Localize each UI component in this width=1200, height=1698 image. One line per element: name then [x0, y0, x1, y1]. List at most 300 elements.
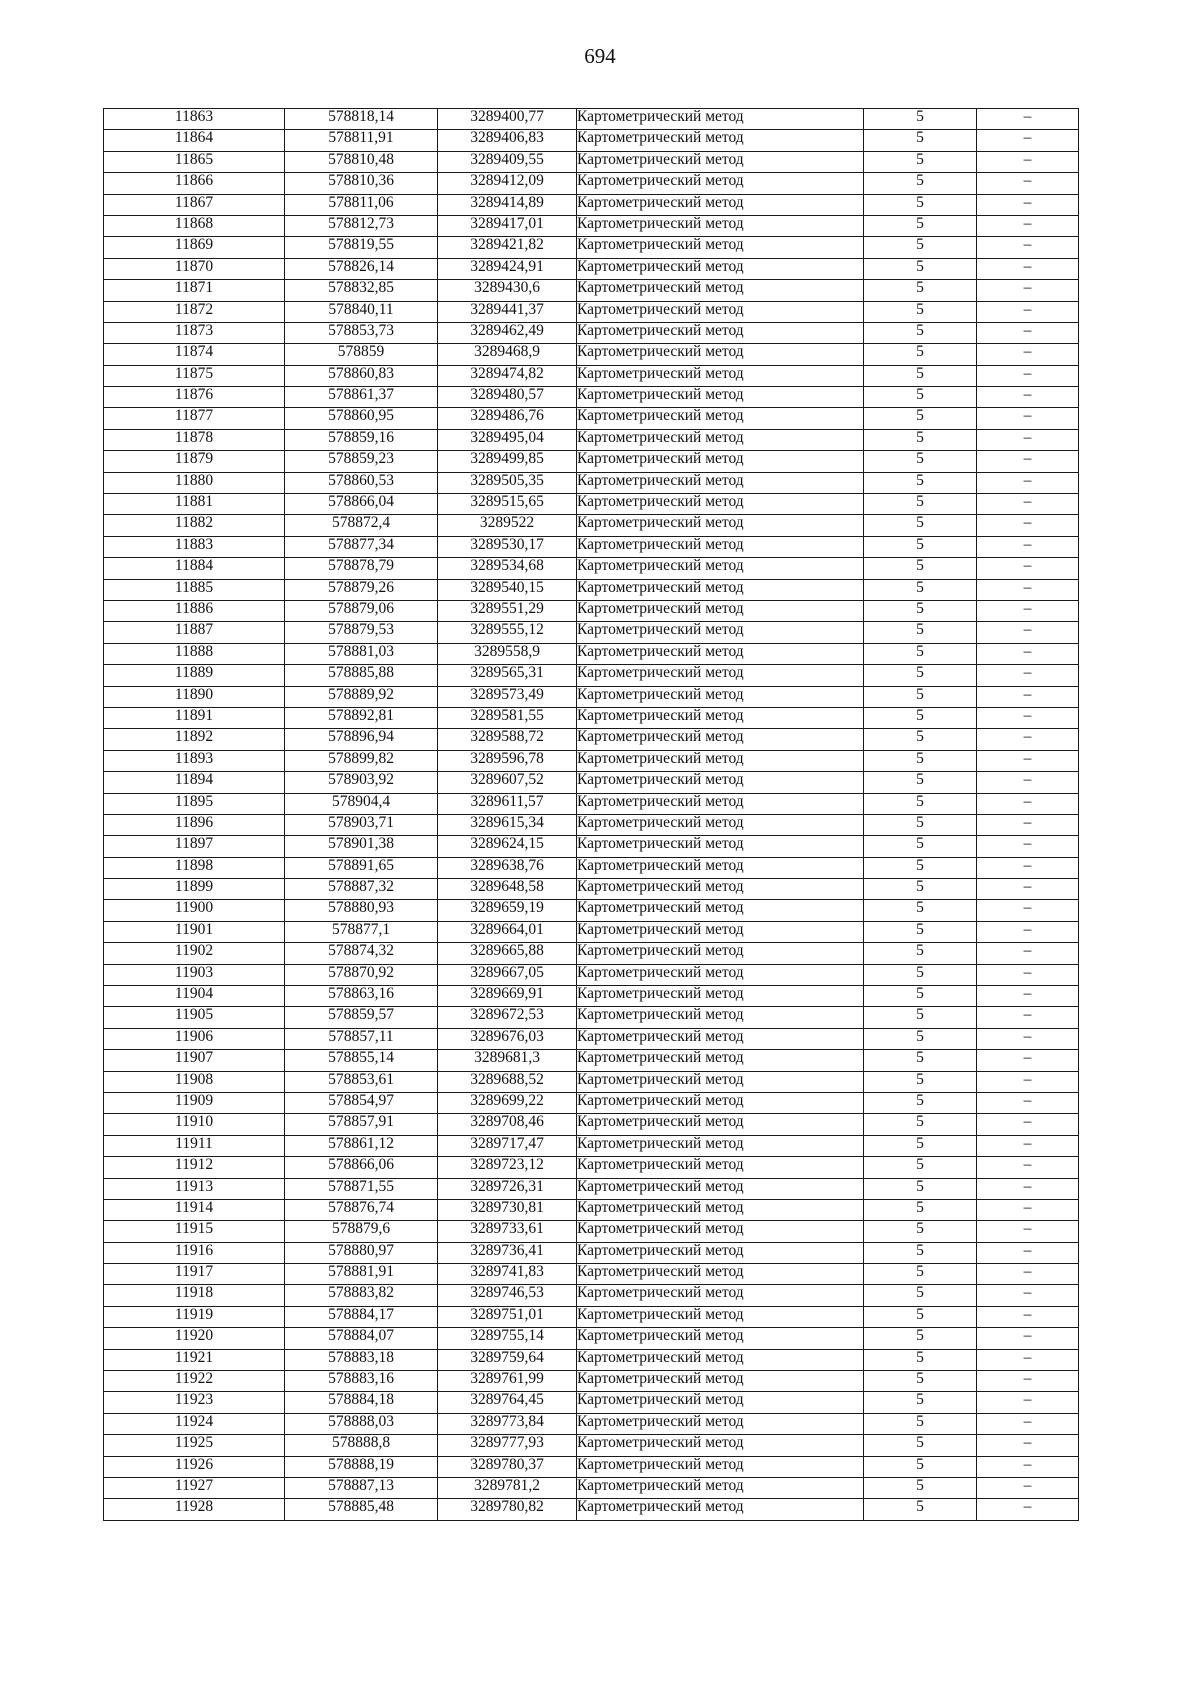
description-cell: –	[977, 943, 1079, 964]
description-cell: –	[977, 173, 1079, 194]
point-number-cell: 11877	[104, 408, 285, 429]
x-coordinate-cell: 578811,91	[285, 130, 438, 151]
accuracy-cell: 5	[864, 515, 977, 536]
method-cell: Картометрический метод	[577, 301, 864, 322]
x-coordinate-cell: 578855,14	[285, 1050, 438, 1071]
y-coordinate-cell: 3289534,68	[438, 558, 577, 579]
accuracy-cell: 5	[864, 1157, 977, 1178]
table-row	[104, 322, 1079, 343]
method-cell: Картометрический метод	[577, 258, 864, 279]
x-coordinate-cell: 578879,53	[285, 622, 438, 643]
accuracy-cell: 5	[864, 793, 977, 814]
y-coordinate-cell: 3289741,83	[438, 1264, 577, 1285]
description-cell: –	[977, 579, 1079, 600]
method-cell: Картометрический метод	[577, 451, 864, 472]
table-row	[104, 1242, 1079, 1263]
x-coordinate-cell: 578859	[285, 344, 438, 365]
description-cell: –	[977, 494, 1079, 515]
point-number-cell: 11902	[104, 943, 285, 964]
x-coordinate-cell: 578854,97	[285, 1092, 438, 1113]
description-cell: –	[977, 1306, 1079, 1327]
x-coordinate-cell: 578818,14	[285, 109, 438, 130]
table-row	[104, 173, 1079, 194]
description-cell: –	[977, 472, 1079, 493]
table-row	[104, 579, 1079, 600]
table-row	[104, 1264, 1079, 1285]
point-number-cell: 11896	[104, 814, 285, 835]
description-cell: –	[977, 215, 1079, 236]
description-cell: –	[977, 536, 1079, 557]
x-coordinate-cell: 578885,48	[285, 1499, 438, 1520]
method-cell: Картометрический метод	[577, 1071, 864, 1092]
accuracy-cell: 5	[864, 344, 977, 365]
x-coordinate-cell: 578840,11	[285, 301, 438, 322]
y-coordinate-cell: 3289723,12	[438, 1157, 577, 1178]
accuracy-cell: 5	[864, 237, 977, 258]
description-cell: –	[977, 344, 1079, 365]
table-row	[104, 280, 1079, 301]
description-cell: –	[977, 1478, 1079, 1499]
table-row	[104, 729, 1079, 750]
y-coordinate-cell: 3289717,47	[438, 1135, 577, 1156]
description-cell: –	[977, 729, 1079, 750]
point-number-cell: 11904	[104, 986, 285, 1007]
table-row	[104, 109, 1079, 130]
method-cell: Картометрический метод	[577, 600, 864, 621]
table-row	[104, 1135, 1079, 1156]
point-number-cell: 11873	[104, 322, 285, 343]
table-row	[104, 857, 1079, 878]
accuracy-cell: 5	[864, 1135, 977, 1156]
method-cell: Картометрический метод	[577, 536, 864, 557]
x-coordinate-cell: 578810,48	[285, 151, 438, 172]
point-number-cell: 11871	[104, 280, 285, 301]
point-number-cell: 11919	[104, 1306, 285, 1327]
accuracy-cell: 5	[864, 408, 977, 429]
table-row	[104, 215, 1079, 236]
description-cell: –	[977, 857, 1079, 878]
accuracy-cell: 5	[864, 1071, 977, 1092]
method-cell: Картометрический метод	[577, 1199, 864, 1220]
accuracy-cell: 5	[864, 1028, 977, 1049]
description-cell: –	[977, 836, 1079, 857]
x-coordinate-cell: 578859,16	[285, 429, 438, 450]
y-coordinate-cell: 3289558,9	[438, 643, 577, 664]
table-row	[104, 1028, 1079, 1049]
accuracy-cell: 5	[864, 194, 977, 215]
description-cell: –	[977, 1456, 1079, 1477]
y-coordinate-cell: 3289540,15	[438, 579, 577, 600]
description-cell: –	[977, 408, 1079, 429]
y-coordinate-cell: 3289746,53	[438, 1285, 577, 1306]
point-number-cell: 11909	[104, 1092, 285, 1113]
point-number-cell: 11863	[104, 109, 285, 130]
y-coordinate-cell: 3289755,14	[438, 1328, 577, 1349]
y-coordinate-cell: 3289780,82	[438, 1499, 577, 1520]
table-row	[104, 494, 1079, 515]
y-coordinate-cell: 3289751,01	[438, 1306, 577, 1327]
accuracy-cell: 5	[864, 857, 977, 878]
table-row	[104, 1435, 1079, 1456]
point-number-cell: 11878	[104, 429, 285, 450]
table-row	[104, 237, 1079, 258]
x-coordinate-cell: 578857,11	[285, 1028, 438, 1049]
description-cell: –	[977, 1028, 1079, 1049]
accuracy-cell: 5	[864, 301, 977, 322]
point-number-cell: 11900	[104, 900, 285, 921]
method-cell: Картометрический метод	[577, 1264, 864, 1285]
y-coordinate-cell: 3289474,82	[438, 365, 577, 386]
y-coordinate-cell: 3289522	[438, 515, 577, 536]
table-row	[104, 793, 1079, 814]
description-cell: –	[977, 793, 1079, 814]
x-coordinate-cell: 578883,16	[285, 1371, 438, 1392]
point-number-cell: 11910	[104, 1114, 285, 1135]
table-row	[104, 964, 1079, 985]
y-coordinate-cell: 3289611,57	[438, 793, 577, 814]
table-row	[104, 1114, 1079, 1135]
accuracy-cell: 5	[864, 1306, 977, 1327]
table-row	[104, 665, 1079, 686]
y-coordinate-cell: 3289672,53	[438, 1007, 577, 1028]
table-row	[104, 686, 1079, 707]
point-number-cell: 11872	[104, 301, 285, 322]
point-number-cell: 11912	[104, 1157, 285, 1178]
table-row	[104, 814, 1079, 835]
description-cell: –	[977, 1157, 1079, 1178]
description-cell: –	[977, 879, 1079, 900]
method-cell: Картометрический метод	[577, 986, 864, 1007]
method-cell: Картометрический метод	[577, 686, 864, 707]
method-cell: Картометрический метод	[577, 494, 864, 515]
point-number-cell: 11886	[104, 600, 285, 621]
x-coordinate-cell: 578901,38	[285, 836, 438, 857]
description-cell: –	[977, 1328, 1079, 1349]
coordinates-table-body	[104, 109, 1079, 1521]
method-cell: Картометрический метод	[577, 579, 864, 600]
accuracy-cell: 5	[864, 665, 977, 686]
accuracy-cell: 5	[864, 707, 977, 728]
accuracy-cell: 5	[864, 365, 977, 386]
method-cell: Картометрический метод	[577, 109, 864, 130]
method-cell: Картометрический метод	[577, 1285, 864, 1306]
accuracy-cell: 5	[864, 1285, 977, 1306]
table-row	[104, 1392, 1079, 1413]
description-cell: –	[977, 1349, 1079, 1370]
accuracy-cell: 5	[864, 322, 977, 343]
accuracy-cell: 5	[864, 1264, 977, 1285]
x-coordinate-cell: 578888,19	[285, 1456, 438, 1477]
table-row	[104, 622, 1079, 643]
method-cell: Картометрический метод	[577, 1135, 864, 1156]
x-coordinate-cell: 578819,55	[285, 237, 438, 258]
accuracy-cell: 5	[864, 943, 977, 964]
description-cell: –	[977, 986, 1079, 1007]
description-cell: –	[977, 1114, 1079, 1135]
point-number-cell: 11885	[104, 579, 285, 600]
x-coordinate-cell: 578899,82	[285, 750, 438, 771]
y-coordinate-cell: 3289664,01	[438, 921, 577, 942]
accuracy-cell: 5	[864, 986, 977, 1007]
table-row	[104, 921, 1079, 942]
point-number-cell: 11894	[104, 772, 285, 793]
accuracy-cell: 5	[864, 750, 977, 771]
x-coordinate-cell: 578881,91	[285, 1264, 438, 1285]
accuracy-cell: 5	[864, 1114, 977, 1135]
table-row	[104, 1413, 1079, 1434]
description-cell: –	[977, 515, 1079, 536]
accuracy-cell: 5	[864, 600, 977, 621]
point-number-cell: 11880	[104, 472, 285, 493]
point-number-cell: 11922	[104, 1371, 285, 1392]
y-coordinate-cell: 3289607,52	[438, 772, 577, 793]
table-row	[104, 1221, 1079, 1242]
point-number-cell: 11887	[104, 622, 285, 643]
table-row	[104, 194, 1079, 215]
method-cell: Картометрический метод	[577, 237, 864, 258]
table-row	[104, 1178, 1079, 1199]
method-cell: Картометрический метод	[577, 729, 864, 750]
point-number-cell: 11883	[104, 536, 285, 557]
x-coordinate-cell: 578860,83	[285, 365, 438, 386]
description-cell: –	[977, 814, 1079, 835]
y-coordinate-cell: 3289555,12	[438, 622, 577, 643]
table-row	[104, 600, 1079, 621]
method-cell: Картометрический метод	[577, 1157, 864, 1178]
x-coordinate-cell: 578860,95	[285, 408, 438, 429]
point-number-cell: 11881	[104, 494, 285, 515]
method-cell: Картометрический метод	[577, 1499, 864, 1520]
y-coordinate-cell: 3289499,85	[438, 451, 577, 472]
description-cell: –	[977, 322, 1079, 343]
method-cell: Картометрический метод	[577, 1028, 864, 1049]
y-coordinate-cell: 3289759,64	[438, 1349, 577, 1370]
x-coordinate-cell: 578883,82	[285, 1285, 438, 1306]
y-coordinate-cell: 3289530,17	[438, 536, 577, 557]
method-cell: Картометрический метод	[577, 151, 864, 172]
x-coordinate-cell: 578883,18	[285, 1349, 438, 1370]
description-cell: –	[977, 151, 1079, 172]
accuracy-cell: 5	[864, 558, 977, 579]
x-coordinate-cell: 578812,73	[285, 215, 438, 236]
accuracy-cell: 5	[864, 1221, 977, 1242]
x-coordinate-cell: 578853,61	[285, 1071, 438, 1092]
x-coordinate-cell: 578866,04	[285, 494, 438, 515]
y-coordinate-cell: 3289424,91	[438, 258, 577, 279]
method-cell: Картометрический метод	[577, 408, 864, 429]
accuracy-cell: 5	[864, 879, 977, 900]
y-coordinate-cell: 3289421,82	[438, 237, 577, 258]
table-row	[104, 515, 1079, 536]
x-coordinate-cell: 578863,16	[285, 986, 438, 1007]
table-row	[104, 558, 1079, 579]
description-cell: –	[977, 1178, 1079, 1199]
description-cell: –	[977, 1092, 1079, 1113]
y-coordinate-cell: 3289624,15	[438, 836, 577, 857]
y-coordinate-cell: 3289486,76	[438, 408, 577, 429]
description-cell: –	[977, 301, 1079, 322]
y-coordinate-cell: 3289699,22	[438, 1092, 577, 1113]
y-coordinate-cell: 3289736,41	[438, 1242, 577, 1263]
method-cell: Картометрический метод	[577, 943, 864, 964]
accuracy-cell: 5	[864, 215, 977, 236]
point-number-cell: 11882	[104, 515, 285, 536]
accuracy-cell: 5	[864, 1050, 977, 1071]
table-row	[104, 1371, 1079, 1392]
y-coordinate-cell: 3289441,37	[438, 301, 577, 322]
point-number-cell: 11876	[104, 387, 285, 408]
table-row	[104, 365, 1079, 386]
y-coordinate-cell: 3289581,55	[438, 707, 577, 728]
point-number-cell: 11926	[104, 1456, 285, 1477]
accuracy-cell: 5	[864, 772, 977, 793]
y-coordinate-cell: 3289659,19	[438, 900, 577, 921]
point-number-cell: 11907	[104, 1050, 285, 1071]
table-row	[104, 986, 1079, 1007]
method-cell: Картометрический метод	[577, 793, 864, 814]
point-number-cell: 11898	[104, 857, 285, 878]
y-coordinate-cell: 3289565,31	[438, 665, 577, 686]
table-row	[104, 1071, 1079, 1092]
x-coordinate-cell: 578860,53	[285, 472, 438, 493]
accuracy-cell: 5	[864, 1478, 977, 1499]
table-row	[104, 643, 1079, 664]
y-coordinate-cell: 3289761,99	[438, 1371, 577, 1392]
x-coordinate-cell: 578870,92	[285, 964, 438, 985]
point-number-cell: 11892	[104, 729, 285, 750]
accuracy-cell: 5	[864, 1007, 977, 1028]
table-row	[104, 1306, 1079, 1327]
table-row	[104, 879, 1079, 900]
table-row	[104, 387, 1079, 408]
table-row	[104, 258, 1079, 279]
point-number-cell: 11884	[104, 558, 285, 579]
description-cell: –	[977, 365, 1079, 386]
x-coordinate-cell: 578861,12	[285, 1135, 438, 1156]
point-number-cell: 11903	[104, 964, 285, 985]
table-row	[104, 130, 1079, 151]
x-coordinate-cell: 578903,71	[285, 814, 438, 835]
method-cell: Картометрический метод	[577, 173, 864, 194]
x-coordinate-cell: 578881,03	[285, 643, 438, 664]
x-coordinate-cell: 578876,74	[285, 1199, 438, 1220]
y-coordinate-cell: 3289462,49	[438, 322, 577, 343]
accuracy-cell: 5	[864, 109, 977, 130]
y-coordinate-cell: 3289414,89	[438, 194, 577, 215]
x-coordinate-cell: 578896,94	[285, 729, 438, 750]
y-coordinate-cell: 3289495,04	[438, 429, 577, 450]
y-coordinate-cell: 3289417,01	[438, 215, 577, 236]
method-cell: Картометрический метод	[577, 814, 864, 835]
method-cell: Картометрический метод	[577, 365, 864, 386]
method-cell: Картометрический метод	[577, 1092, 864, 1113]
description-cell: –	[977, 1392, 1079, 1413]
table-row	[104, 1328, 1079, 1349]
y-coordinate-cell: 3289726,31	[438, 1178, 577, 1199]
page-number: 694	[584, 44, 616, 68]
description-cell: –	[977, 558, 1079, 579]
y-coordinate-cell: 3289730,81	[438, 1199, 577, 1220]
y-coordinate-cell: 3289676,03	[438, 1028, 577, 1049]
x-coordinate-cell: 578888,03	[285, 1413, 438, 1434]
table-row	[104, 1349, 1079, 1370]
x-coordinate-cell: 578884,07	[285, 1328, 438, 1349]
x-coordinate-cell: 578884,17	[285, 1306, 438, 1327]
method-cell: Картометрический метод	[577, 1371, 864, 1392]
point-number-cell: 11867	[104, 194, 285, 215]
description-cell: –	[977, 1499, 1079, 1520]
point-number-cell: 11879	[104, 451, 285, 472]
point-number-cell: 11888	[104, 643, 285, 664]
table-row	[104, 1199, 1079, 1220]
table-row	[104, 344, 1079, 365]
point-number-cell: 11916	[104, 1242, 285, 1263]
method-cell: Картометрический метод	[577, 558, 864, 579]
point-number-cell: 11889	[104, 665, 285, 686]
point-number-cell: 11897	[104, 836, 285, 857]
description-cell: –	[977, 237, 1079, 258]
description-cell: –	[977, 643, 1079, 664]
method-cell: Картометрический метод	[577, 836, 864, 857]
coordinates-table	[103, 108, 1079, 1521]
point-number-cell: 11913	[104, 1178, 285, 1199]
point-number-cell: 11911	[104, 1135, 285, 1156]
x-coordinate-cell: 578878,79	[285, 558, 438, 579]
method-cell: Картометрический метод	[577, 1328, 864, 1349]
y-coordinate-cell: 3289409,55	[438, 151, 577, 172]
x-coordinate-cell: 578903,92	[285, 772, 438, 793]
table-row	[104, 429, 1079, 450]
description-cell: –	[977, 1221, 1079, 1242]
accuracy-cell: 5	[864, 1349, 977, 1370]
description-cell: –	[977, 750, 1079, 771]
point-number-cell: 11925	[104, 1435, 285, 1456]
table-row	[104, 1007, 1079, 1028]
x-coordinate-cell: 578888,8	[285, 1435, 438, 1456]
accuracy-cell: 5	[864, 1456, 977, 1477]
method-cell: Картометрический метод	[577, 344, 864, 365]
y-coordinate-cell: 3289468,9	[438, 344, 577, 365]
y-coordinate-cell: 3289638,76	[438, 857, 577, 878]
description-cell: –	[977, 1371, 1079, 1392]
accuracy-cell: 5	[864, 280, 977, 301]
table-row	[104, 1285, 1079, 1306]
method-cell: Картометрический метод	[577, 215, 864, 236]
y-coordinate-cell: 3289681,3	[438, 1050, 577, 1071]
x-coordinate-cell: 578866,06	[285, 1157, 438, 1178]
y-coordinate-cell: 3289515,65	[438, 494, 577, 515]
table-row	[104, 472, 1079, 493]
point-number-cell: 11905	[104, 1007, 285, 1028]
description-cell: –	[977, 622, 1079, 643]
method-cell: Картометрический метод	[577, 921, 864, 942]
x-coordinate-cell: 578859,23	[285, 451, 438, 472]
table-row	[104, 1050, 1079, 1071]
accuracy-cell: 5	[864, 429, 977, 450]
description-cell: –	[977, 258, 1079, 279]
accuracy-cell: 5	[864, 1242, 977, 1263]
x-coordinate-cell: 578889,92	[285, 686, 438, 707]
method-cell: Картометрический метод	[577, 900, 864, 921]
description-cell: –	[977, 600, 1079, 621]
y-coordinate-cell: 3289780,37	[438, 1456, 577, 1477]
point-number-cell: 11869	[104, 237, 285, 258]
description-cell: –	[977, 707, 1079, 728]
accuracy-cell: 5	[864, 151, 977, 172]
description-cell: –	[977, 109, 1079, 130]
method-cell: Картометрический метод	[577, 194, 864, 215]
point-number-cell: 11906	[104, 1028, 285, 1049]
